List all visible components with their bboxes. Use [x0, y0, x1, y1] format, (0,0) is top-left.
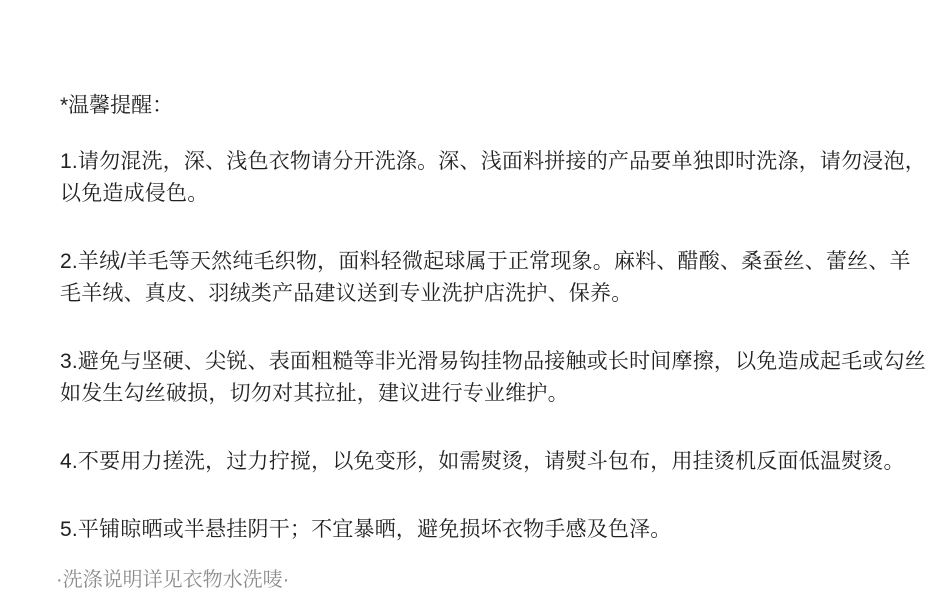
care-note-2-line-1: 2.羊绒/羊毛等天然纯毛织物，面料轻微起球属于正常现象。麻料、醋酸、桑蚕丝、蕾丝、羊 [60, 250, 911, 273]
care-note-3 [60, 346, 926, 410]
page-title: *温馨提醒： [60, 94, 174, 117]
care-note-3-line-2: 如发生勾丝破损，切勿对其拉扯，建议进行专业维护。 [60, 382, 569, 405]
care-note-2-line-2: 毛羊绒、真皮、羽绒类产品建议送到专业洗护店洗护、保养。 [60, 282, 633, 305]
footer-note: ·洗涤说明详见衣物水洗唛· [56, 569, 290, 591]
care-note-1-line-1: 1.请勿混洗，深、浅色衣物请分开洗涤。深、浅面料拼接的产品要单独即时洗涤，请勿浸泡， [60, 150, 926, 173]
care-note-3-line-1: 3.避免与坚硬、尖锐、表面粗糙等非光滑易钩挂物品接触或长时间摩擦，以免造成起毛或勾丝 [60, 350, 926, 373]
care-note-5 [60, 514, 920, 546]
care-note-4 [60, 446, 920, 478]
care-note-2 [60, 246, 920, 310]
care-note-1-line-2: 以免造成侵色。 [60, 182, 209, 205]
care-note-5-line-1: 5.平铺晾晒或半悬挂阴干；不宜暴晒，避免损坏衣物手感及色泽。 [60, 518, 672, 541]
care-note-4-line-1: 4.不要用力搓洗，过力拧搅，以免变形，如需熨烫，请熨斗包布，用挂烫机反面低温熨烫。 [60, 450, 905, 473]
care-note-1 [60, 146, 926, 210]
